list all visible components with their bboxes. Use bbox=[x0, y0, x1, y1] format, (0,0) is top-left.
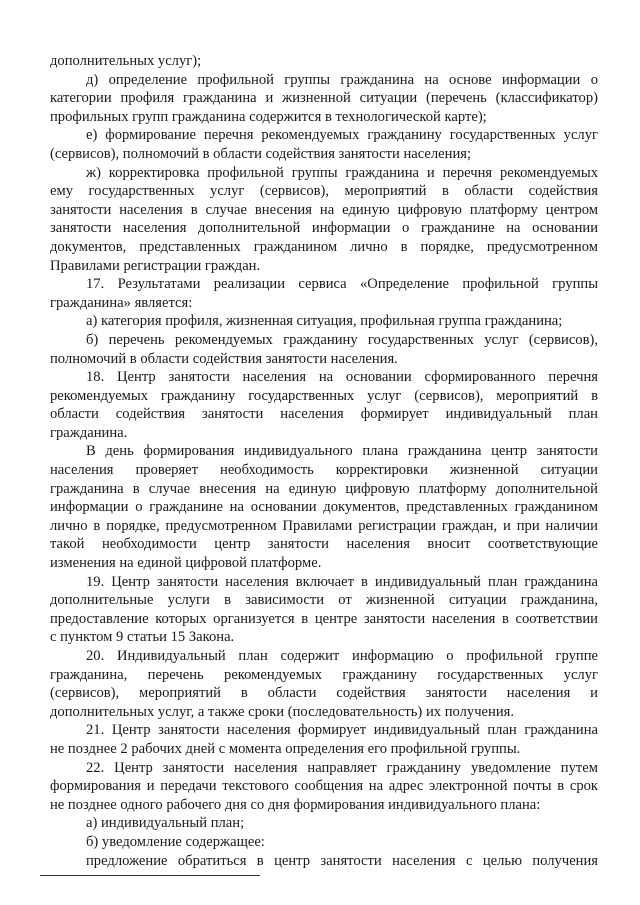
text-line: ж) корректировка профильной группы гражданина и перечня рекомендуемых bbox=[86, 164, 598, 181]
text-line: полномочий в области содействия занятости населения. bbox=[50, 350, 398, 367]
text-line: населения проверяет необходимость корректировки жизненной ситуации bbox=[50, 462, 598, 479]
text-line: е) формирование перечня рекомендуемых гражданину государственных услуг bbox=[86, 127, 598, 144]
text-line: занятости населения в случае внесения на единую цифровую платформу центром bbox=[50, 201, 598, 218]
text-line: 20. Индивидуальный план содержит информацию о профильной группе bbox=[86, 648, 598, 664]
text-line: Правилами регистрации граждан. bbox=[50, 257, 261, 274]
text-line: (сервисов), полномочий в области содействия занятости населения; bbox=[50, 145, 472, 162]
text-line: рекомендуемых гражданину государственных услуг (сервисов), мероприятий в bbox=[50, 387, 598, 404]
text-line: ему государственных услуг (сервисов), мероприятий в области содействия bbox=[50, 183, 598, 200]
text-line: дополнительных услуг); bbox=[50, 53, 202, 69]
text-line: 21. Центр занятости населения формирует индивидуальный план гражданина bbox=[86, 722, 598, 739]
text-line: категории профиля гражданина и жизненной ситуации (перечень (классификатор) bbox=[50, 90, 598, 107]
text-line: не позднее 2 рабочих дней с момента определения его профильной группы. bbox=[50, 740, 521, 757]
text-line: области содействия занятости населения формирует индивидуальный план bbox=[50, 406, 598, 423]
document-page bbox=[50, 52, 598, 870]
text-line: 17. Результатами реализации сервиса «Определение профильной группы bbox=[86, 276, 598, 293]
text-line: а) категория профиля, жизненная ситуация, профильная группа гражданина; bbox=[86, 313, 563, 330]
text-line: с пунктом 9 статьи 15 Закона. bbox=[50, 629, 235, 646]
text-line: д) определение профильной группы гражданина на основе информации о bbox=[86, 71, 598, 88]
text-line: предложение обратиться в центр занятости населения с целью получения bbox=[86, 852, 598, 869]
text-line: гражданина в случае внесения на единую цифровую платформу дополнительной bbox=[50, 480, 598, 497]
text-line: гражданина, перечень рекомендуемых гражданину государственных услуг bbox=[50, 666, 598, 683]
text-line: 22. Центр занятости населения направляет гражданину уведомление путем bbox=[86, 759, 598, 776]
text-line: В день формирования индивидуального плана гражданина центр занятости bbox=[86, 443, 598, 460]
text-line: дополнительные услуги в зависимости от жизненной ситуации гражданина, bbox=[50, 592, 598, 609]
text-line: предоставление которых организуется в центре занятости населения в соответствии bbox=[50, 610, 598, 627]
text-line: дополнительных услуг, а также сроки (последовательность) их получения. bbox=[50, 703, 514, 720]
text-line: информации о гражданине на основании документов, представленных гражданином bbox=[50, 499, 598, 516]
text-line: формирования и передачи текстового сообщения на адрес электронной почты в срок bbox=[50, 778, 598, 795]
text-line: а) индивидуальный план; bbox=[86, 815, 245, 832]
text-line: изменения на единой цифровой платформе. bbox=[50, 555, 322, 572]
text-line: занятости населения дополнительной информации о гражданине на основании bbox=[50, 220, 598, 237]
text-line: (сервисов), мероприятий в области содействия занятости населения и bbox=[50, 685, 598, 702]
text-line: б) перечень рекомендуемых гражданину государственных услуг (сервисов), bbox=[86, 331, 598, 348]
text-line: 19. Центр занятости населения включает в индивидуальный план гражданина bbox=[86, 573, 598, 590]
text-line: лично в порядке, предусмотренном Правилами регистрации граждан, и при наличии bbox=[50, 517, 598, 534]
text-line: б) уведомление содержащее: bbox=[86, 833, 265, 850]
text-line: гражданина» является: bbox=[50, 294, 193, 311]
text-line: гражданина. bbox=[50, 424, 128, 441]
text-line: профильных групп гражданина содержится в технологической карте); bbox=[50, 108, 487, 125]
text-line: документов, представленных гражданином лично в порядке, предусмотренном bbox=[50, 238, 598, 255]
footnote-separator bbox=[40, 875, 260, 876]
text-line: такой необходимости центр занятости населения вносит соответствующие bbox=[50, 536, 598, 553]
text-line: не позднее одного рабочего дня со дня формирования индивидуального плана: bbox=[50, 796, 541, 813]
text-line: 18. Центр занятости населения на основании сформированного перечня bbox=[86, 369, 598, 386]
